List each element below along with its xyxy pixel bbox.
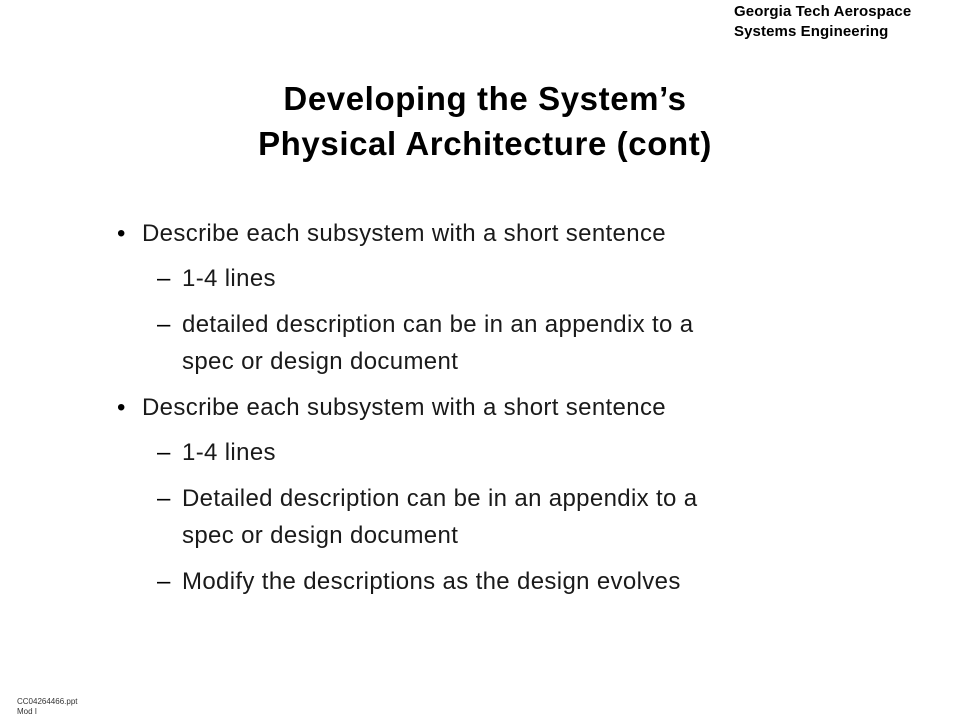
bullet-item-1: Describe each subsystem with a short sentence (142, 220, 666, 247)
dash-marker: – (157, 265, 171, 292)
bullet-marker: • (117, 394, 126, 421)
slide-title-line1: Developing the System’s (283, 80, 687, 117)
dash-marker: – (157, 311, 171, 338)
subitem-2-3: Modify the descriptions as the design evolves (182, 568, 681, 595)
subitem-2-1: 1-4 lines (182, 439, 276, 466)
subitem-1-2-line1: detailed description can be in an appendix to a (182, 311, 694, 338)
subitem-2-2-line2: spec or design document (182, 522, 459, 549)
subitem-1-2-line2: spec or design document (182, 348, 459, 375)
organization-name-line1: Georgia Tech Aerospace (734, 3, 912, 20)
footer-module: Mod I (17, 707, 38, 716)
subitem-2-2-line1: Detailed description can be in an appendix to a (182, 485, 698, 512)
bullet-item-2: Describe each subsystem with a short sentence (142, 394, 666, 421)
dash-marker: – (157, 568, 171, 595)
organization-name-line2: Systems Engineering (734, 23, 889, 40)
footer-file-id: CC04264466.ppt (17, 697, 78, 706)
slide-footer (17, 697, 78, 717)
slide-title-line2: Physical Architecture (cont) (258, 125, 712, 162)
subitem-1-1: 1-4 lines (182, 265, 276, 292)
bullet-marker: • (117, 220, 126, 247)
dash-marker: – (157, 485, 171, 512)
dash-marker: – (157, 439, 171, 466)
